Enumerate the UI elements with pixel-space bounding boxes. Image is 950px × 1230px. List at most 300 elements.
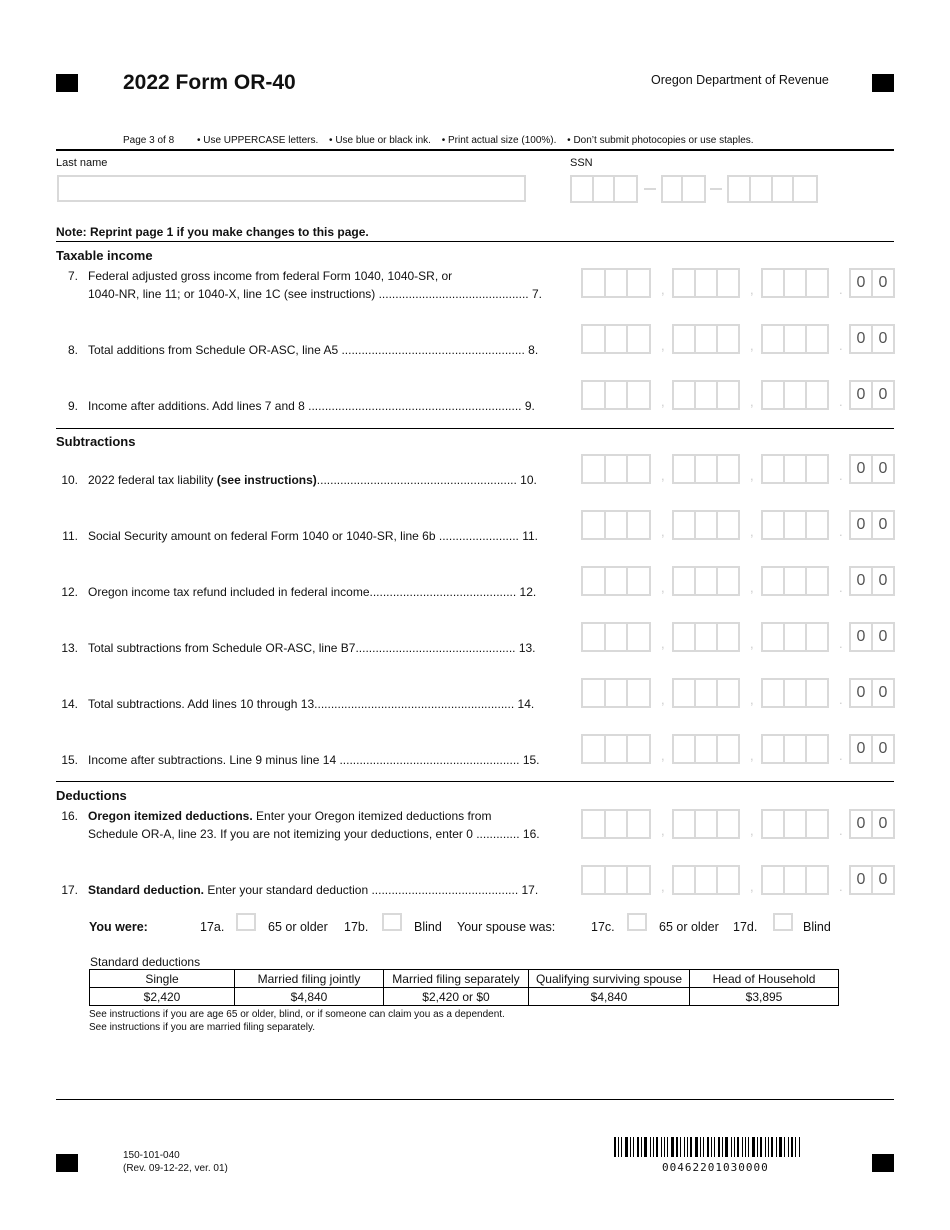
barcode-bar xyxy=(725,1137,728,1157)
digit-cell[interactable] xyxy=(674,811,696,837)
digit-cell[interactable] xyxy=(674,382,696,408)
barcode-bar xyxy=(765,1137,766,1157)
amount-separator: , xyxy=(661,338,665,353)
amount-field-line-13[interactable] xyxy=(581,622,897,652)
digit-group[interactable] xyxy=(581,622,651,652)
barcode-bar xyxy=(618,1137,619,1157)
digit-cell[interactable] xyxy=(606,456,629,482)
line-text: Social Security amount on federal Form 1040 or 1040-SR, line 6b ........................ 11. xyxy=(88,529,538,543)
digit-group[interactable] xyxy=(672,268,740,298)
digit-group[interactable] xyxy=(672,324,740,354)
digit-cell[interactable] xyxy=(785,867,807,893)
digit-cell[interactable] xyxy=(807,382,827,408)
checkbox-17d-label: Blind xyxy=(803,920,831,934)
barcode-bar xyxy=(676,1137,678,1157)
amount-separator: . xyxy=(839,879,843,894)
line-text: Total additions from Schedule OR-ASC, line A5 ....................................................... 8. xyxy=(88,343,539,357)
digit-cell[interactable] xyxy=(785,680,807,706)
amount-separator: . xyxy=(839,524,843,539)
digit-cell[interactable] xyxy=(718,680,738,706)
section-rule xyxy=(56,241,894,242)
digit-cell[interactable] xyxy=(583,326,606,352)
cents-digit: 0 xyxy=(878,871,888,888)
barcode-bar xyxy=(700,1137,701,1157)
amount-separator: . xyxy=(839,692,843,707)
barcode-bar xyxy=(731,1137,732,1157)
digit-cell[interactable] xyxy=(583,624,606,650)
digit-cell[interactable] xyxy=(628,456,649,482)
registration-mark xyxy=(56,74,78,92)
header-rule xyxy=(56,149,894,151)
digit-cell[interactable] xyxy=(696,811,718,837)
registration-mark xyxy=(56,1154,78,1172)
checkbox-17d-spouse-blind[interactable] xyxy=(773,913,793,931)
barcode-bar xyxy=(745,1137,746,1157)
amount-separator: , xyxy=(750,636,754,651)
table-cell: $3,895 xyxy=(690,988,839,1006)
checkbox-17b-blind[interactable] xyxy=(382,913,402,931)
digit-cell[interactable] xyxy=(718,456,738,482)
digit-cell[interactable] xyxy=(718,736,738,762)
digit-cell[interactable] xyxy=(763,736,785,762)
checkbox-17c-spouse-65-or-older[interactable] xyxy=(627,913,647,931)
digit-group[interactable] xyxy=(581,324,651,354)
barcode-bar xyxy=(760,1137,762,1157)
amount-separator: , xyxy=(661,823,665,838)
digit-cell[interactable] xyxy=(785,624,807,650)
you-were-label: You were: xyxy=(89,920,148,934)
digit-cell[interactable] xyxy=(763,382,785,408)
digit-cell[interactable] xyxy=(763,512,785,538)
digit-cell[interactable] xyxy=(628,811,649,837)
digit-cell[interactable] xyxy=(628,624,649,650)
cents-digit: 0 xyxy=(878,386,888,403)
table-header-cell: Married filing jointly xyxy=(235,970,384,988)
digit-cell[interactable] xyxy=(628,680,649,706)
digit-cell[interactable] xyxy=(763,326,785,352)
digit-cell[interactable] xyxy=(583,680,606,706)
checkbox-17c-number: 17c. xyxy=(591,920,615,934)
digit-group[interactable] xyxy=(581,566,651,596)
barcode-bar xyxy=(742,1137,743,1157)
amount-separator: , xyxy=(750,468,754,483)
digit-cell[interactable] xyxy=(628,568,649,594)
barcode-number: 00462201030000 xyxy=(662,1161,769,1174)
digit-cell[interactable] xyxy=(628,326,649,352)
table-cell: $2,420 or $0 xyxy=(384,988,529,1006)
digit-cell[interactable] xyxy=(807,736,827,762)
cents-digit: 0 xyxy=(851,624,873,650)
revision-info: (Rev. 09-12-22, ver. 01) xyxy=(123,1163,228,1174)
amount-separator: , xyxy=(661,468,665,483)
digit-cell[interactable] xyxy=(674,270,696,296)
digit-cell[interactable] xyxy=(696,326,718,352)
amount-separator: , xyxy=(750,282,754,297)
footer-rule xyxy=(56,1099,894,1100)
amount-separator: , xyxy=(750,823,754,838)
barcode-bar xyxy=(680,1137,681,1157)
ssn-label: SSN xyxy=(570,157,593,169)
digit-cell[interactable] xyxy=(763,811,785,837)
barcode-bar xyxy=(695,1137,698,1157)
digit-group[interactable] xyxy=(581,510,651,540)
form-number: 150-101-040 xyxy=(123,1150,180,1161)
barcode-bar xyxy=(637,1137,639,1157)
digit-cell[interactable] xyxy=(807,568,827,594)
digit-cell[interactable] xyxy=(785,811,807,837)
cents-field xyxy=(849,268,895,298)
digit-group[interactable] xyxy=(581,454,651,484)
instruction-print-size: • Print actual size (100%). xyxy=(441,135,557,146)
section-rule xyxy=(56,428,894,429)
digit-cell[interactable] xyxy=(696,680,718,706)
digit-group[interactable] xyxy=(672,566,740,596)
amount-separator: . xyxy=(839,823,843,838)
checkbox-17a-65-or-older[interactable] xyxy=(236,913,256,931)
cents-digit: 0 xyxy=(878,684,888,701)
digit-cell[interactable] xyxy=(763,456,785,482)
amount-separator: , xyxy=(750,524,754,539)
digit-cell[interactable] xyxy=(583,382,606,408)
digit-cell[interactable] xyxy=(785,568,807,594)
ssn-input-part1[interactable] xyxy=(570,175,638,203)
digit-cell[interactable] xyxy=(628,867,649,893)
digit-group[interactable] xyxy=(672,734,740,764)
line-text: Enter your Oregon itemized deductions from xyxy=(252,809,492,823)
barcode-bar xyxy=(734,1137,735,1157)
digit-group[interactable] xyxy=(761,865,829,895)
digit-cell[interactable] xyxy=(696,382,718,408)
ssn-input-part2[interactable] xyxy=(661,175,706,203)
amount-field-line-7[interactable] xyxy=(581,268,897,298)
digit-cell[interactable] xyxy=(674,680,696,706)
digit-cell[interactable] xyxy=(696,270,718,296)
amount-separator: , xyxy=(661,748,665,763)
digit-cell[interactable] xyxy=(785,270,807,296)
amount-separator: , xyxy=(750,394,754,409)
digit-cell[interactable] xyxy=(718,568,738,594)
digit-cell[interactable] xyxy=(674,867,696,893)
table-header-cell: Married filing separately xyxy=(384,970,529,988)
section-taxable-income: Taxable income xyxy=(56,248,153,263)
digit-cell[interactable] xyxy=(696,568,718,594)
cents-field xyxy=(849,380,895,410)
digit-cell[interactable] xyxy=(807,867,827,893)
amount-field-line-11[interactable] xyxy=(581,510,897,540)
digit-group[interactable] xyxy=(581,865,651,895)
digit-cell[interactable] xyxy=(606,736,629,762)
digit-cell[interactable] xyxy=(718,811,738,837)
digit-cell[interactable] xyxy=(763,270,785,296)
amount-separator: , xyxy=(661,692,665,707)
digit-cell[interactable] xyxy=(807,811,827,837)
digit-cell[interactable] xyxy=(628,270,649,296)
amount-separator: . xyxy=(839,282,843,297)
line-text-bold: (see instructions) xyxy=(216,473,317,487)
barcode-bar xyxy=(714,1137,715,1157)
digit-cell[interactable] xyxy=(763,680,785,706)
amount-field-line-9[interactable] xyxy=(581,380,897,410)
barcode-bar xyxy=(641,1137,642,1157)
checkbox-17a-number: 17a. xyxy=(200,920,225,934)
table-header-cell: Head of Household xyxy=(690,970,839,988)
digit-cell[interactable] xyxy=(807,624,827,650)
digit-group[interactable] xyxy=(672,809,740,839)
digit-group[interactable] xyxy=(581,268,651,298)
digit-cell[interactable] xyxy=(628,512,649,538)
page-number: Page 3 of 8 xyxy=(123,135,175,146)
barcode-bar xyxy=(748,1137,749,1157)
digit-cell[interactable] xyxy=(606,680,629,706)
digit-cell[interactable] xyxy=(696,512,718,538)
checkbox-17b-label: Blind xyxy=(414,920,442,934)
digit-group[interactable] xyxy=(761,454,829,484)
amount-separator: , xyxy=(750,748,754,763)
digit-group[interactable] xyxy=(581,678,651,708)
cents-field xyxy=(849,678,895,708)
digit-cell[interactable] xyxy=(718,512,738,538)
digit-cell[interactable] xyxy=(583,568,606,594)
line-text: Enter your standard deduction ............................................ 17. xyxy=(204,883,539,897)
digit-group[interactable] xyxy=(672,865,740,895)
barcode-bar xyxy=(656,1137,658,1157)
digit-cell[interactable] xyxy=(696,736,718,762)
amount-separator: , xyxy=(661,879,665,894)
digit-cell[interactable] xyxy=(807,270,827,296)
digit-cell[interactable] xyxy=(606,512,629,538)
line-text: Oregon income tax refund included in federal income............................................ 12. xyxy=(88,585,537,599)
digit-cell[interactable] xyxy=(628,382,649,408)
digit-group[interactable] xyxy=(672,678,740,708)
digit-cell[interactable] xyxy=(583,736,606,762)
amount-field-line-17[interactable] xyxy=(581,865,897,895)
barcode-bar xyxy=(650,1137,651,1157)
barcode-bar xyxy=(788,1137,789,1157)
digit-cell[interactable] xyxy=(606,624,629,650)
ssn-dash xyxy=(710,188,722,190)
digit-group[interactable] xyxy=(761,734,829,764)
digit-cell[interactable] xyxy=(718,326,738,352)
cents-digit: 0 xyxy=(878,628,888,645)
line-text: Federal adjusted gross income from federal Form 1040, 1040-SR, or xyxy=(88,269,453,283)
instruction-no-copies: • Don’t submit photocopies or use staples. xyxy=(567,135,754,146)
digit-group[interactable] xyxy=(761,678,829,708)
table-row xyxy=(90,988,839,1006)
digit-cell[interactable] xyxy=(674,568,696,594)
barcode-bar xyxy=(795,1137,796,1157)
cents-digit: 0 xyxy=(878,740,888,757)
digit-cell[interactable] xyxy=(718,270,738,296)
table-cell: $4,840 xyxy=(529,988,690,1006)
digit-group[interactable] xyxy=(761,510,829,540)
registration-mark xyxy=(872,74,894,92)
digit-cell[interactable] xyxy=(674,326,696,352)
digit-group[interactable] xyxy=(672,510,740,540)
digit-cell[interactable] xyxy=(785,456,807,482)
table-cell: $4,840 xyxy=(235,988,384,1006)
last-name-input[interactable] xyxy=(57,175,526,202)
cents-field xyxy=(849,865,895,895)
digit-cell[interactable] xyxy=(807,456,827,482)
instructions-bar xyxy=(123,135,762,146)
digit-cell[interactable] xyxy=(583,867,606,893)
section-deductions: Deductions xyxy=(56,788,127,803)
digit-group[interactable] xyxy=(581,380,651,410)
digit-cell[interactable] xyxy=(583,270,606,296)
barcode-bar xyxy=(737,1137,739,1157)
digit-cell[interactable] xyxy=(674,456,696,482)
line-number: 15. xyxy=(61,753,78,767)
barcode-bar xyxy=(799,1137,800,1157)
amount-separator: , xyxy=(750,338,754,353)
digit-cell[interactable] xyxy=(696,624,718,650)
digit-group[interactable] xyxy=(761,566,829,596)
digit-group[interactable] xyxy=(761,324,829,354)
digit-cell[interactable] xyxy=(606,568,629,594)
barcode-bar xyxy=(752,1137,755,1157)
digit-cell[interactable] xyxy=(696,867,718,893)
department-name: Oregon Department of Revenue xyxy=(651,73,829,87)
digit-cell[interactable] xyxy=(583,811,606,837)
table-header-cell: Qualifying surviving spouse xyxy=(529,970,690,988)
amount-separator: , xyxy=(750,879,754,894)
cents-field xyxy=(849,809,895,839)
digit-cell[interactable] xyxy=(807,680,827,706)
line-number: 13. xyxy=(61,641,78,655)
digit-cell[interactable] xyxy=(606,326,629,352)
amount-separator: . xyxy=(839,636,843,651)
digit-cell[interactable] xyxy=(807,326,827,352)
line-number: 17. xyxy=(61,883,78,897)
amount-field-line-12[interactable] xyxy=(581,566,897,596)
checkbox-17b-number: 17b. xyxy=(344,920,369,934)
amount-separator: , xyxy=(661,282,665,297)
digit-cell[interactable] xyxy=(763,867,785,893)
barcode-bar xyxy=(707,1137,709,1157)
digit-cell[interactable] xyxy=(674,512,696,538)
barcode-bar xyxy=(625,1137,628,1157)
cents-digit: 0 xyxy=(878,516,888,533)
digit-group[interactable] xyxy=(581,809,651,839)
line-text: Total subtractions from Schedule OR-ASC, line B7................................................ 13. xyxy=(88,641,536,655)
table-header-row xyxy=(90,970,839,988)
line-number: 11. xyxy=(62,529,78,543)
barcode-bar xyxy=(644,1137,647,1157)
cents-field xyxy=(849,324,895,354)
amount-field-line-16[interactable] xyxy=(581,809,897,839)
digit-cell[interactable] xyxy=(696,456,718,482)
digit-group[interactable] xyxy=(761,622,829,652)
line-text: Total subtractions. Add lines 10 through 13............................................................ 14. xyxy=(88,697,535,711)
barcode-bar xyxy=(791,1137,793,1157)
digit-group[interactable] xyxy=(672,454,740,484)
digit-cell[interactable] xyxy=(674,736,696,762)
barcode xyxy=(614,1137,828,1157)
digit-cell[interactable] xyxy=(718,867,738,893)
cents-field xyxy=(849,510,895,540)
amount-field-line-15[interactable] xyxy=(581,734,897,764)
digit-cell[interactable] xyxy=(606,811,629,837)
line-text: 1040-NR, line 11; or 1040-X, line 1C (see instructions) ............................................. 7. xyxy=(88,287,542,301)
digit-group[interactable] xyxy=(761,380,829,410)
amount-separator: , xyxy=(661,524,665,539)
digit-cell[interactable] xyxy=(606,270,629,296)
cents-field xyxy=(849,622,895,652)
barcode-bar xyxy=(718,1137,720,1157)
digit-cell[interactable] xyxy=(606,382,629,408)
barcode-bar xyxy=(633,1137,634,1157)
digit-cell[interactable] xyxy=(785,736,807,762)
footnote: See instructions if you are age 65 or older, blind, or if someone can claim you as a dependent. xyxy=(89,1009,505,1020)
cents-digit: 0 xyxy=(851,512,873,538)
barcode-bar xyxy=(784,1137,785,1157)
digit-cell[interactable] xyxy=(718,382,738,408)
amount-separator: . xyxy=(839,748,843,763)
amount-separator: . xyxy=(839,468,843,483)
barcode-bar xyxy=(667,1137,668,1157)
barcode-bar xyxy=(711,1137,712,1157)
line-text-bold: Standard deduction. xyxy=(88,883,205,897)
form-title: 2022 Form OR-40 xyxy=(123,71,296,94)
line-text: 2022 federal tax liability xyxy=(88,473,217,487)
digit-cell[interactable] xyxy=(763,568,785,594)
ssn-dash xyxy=(644,188,656,190)
barcode-bar xyxy=(722,1137,723,1157)
digit-cell[interactable] xyxy=(718,624,738,650)
digit-group[interactable] xyxy=(672,380,740,410)
digit-cell[interactable] xyxy=(583,456,606,482)
digit-cell[interactable] xyxy=(606,867,629,893)
amount-field-line-8[interactable] xyxy=(581,324,897,354)
digit-cell[interactable] xyxy=(785,512,807,538)
cents-digit: 0 xyxy=(878,572,888,589)
digit-cell[interactable] xyxy=(674,624,696,650)
cents-digit: 0 xyxy=(851,867,873,893)
section-subtractions: Subtractions xyxy=(56,434,136,449)
amount-separator: , xyxy=(661,636,665,651)
cents-field xyxy=(849,734,895,764)
digit-cell[interactable] xyxy=(785,326,807,352)
barcode-bar xyxy=(614,1137,616,1157)
cents-digit: 0 xyxy=(851,811,873,837)
line-number: 7. xyxy=(67,269,78,283)
amount-field-line-10[interactable] xyxy=(581,454,897,484)
barcode-bar xyxy=(671,1137,674,1157)
digit-group[interactable] xyxy=(761,268,829,298)
cents-digit: 0 xyxy=(878,815,888,832)
digit-group[interactable] xyxy=(672,622,740,652)
amount-field-line-14[interactable] xyxy=(581,678,897,708)
table-cell: $2,420 xyxy=(90,988,235,1006)
digit-group[interactable] xyxy=(761,809,829,839)
digit-cell[interactable] xyxy=(807,512,827,538)
last-name-label: Last name xyxy=(56,157,108,169)
barcode-bar xyxy=(690,1137,692,1157)
digit-cell[interactable] xyxy=(785,382,807,408)
digit-cell[interactable] xyxy=(583,512,606,538)
spouse-was-label: Your spouse was: xyxy=(457,920,556,934)
digit-cell[interactable] xyxy=(628,736,649,762)
standard-deductions-table xyxy=(89,969,839,1006)
barcode-bar xyxy=(653,1137,654,1157)
line-number: 10. xyxy=(61,473,78,487)
ssn-input-part3[interactable] xyxy=(727,175,818,203)
checkbox-17c-label: 65 or older xyxy=(659,920,719,934)
amount-separator: . xyxy=(839,580,843,595)
digit-cell[interactable] xyxy=(763,624,785,650)
digit-group[interactable] xyxy=(581,734,651,764)
line-text: Income after additions. Add lines 7 and 8 ................................................................ 9. xyxy=(88,399,535,413)
